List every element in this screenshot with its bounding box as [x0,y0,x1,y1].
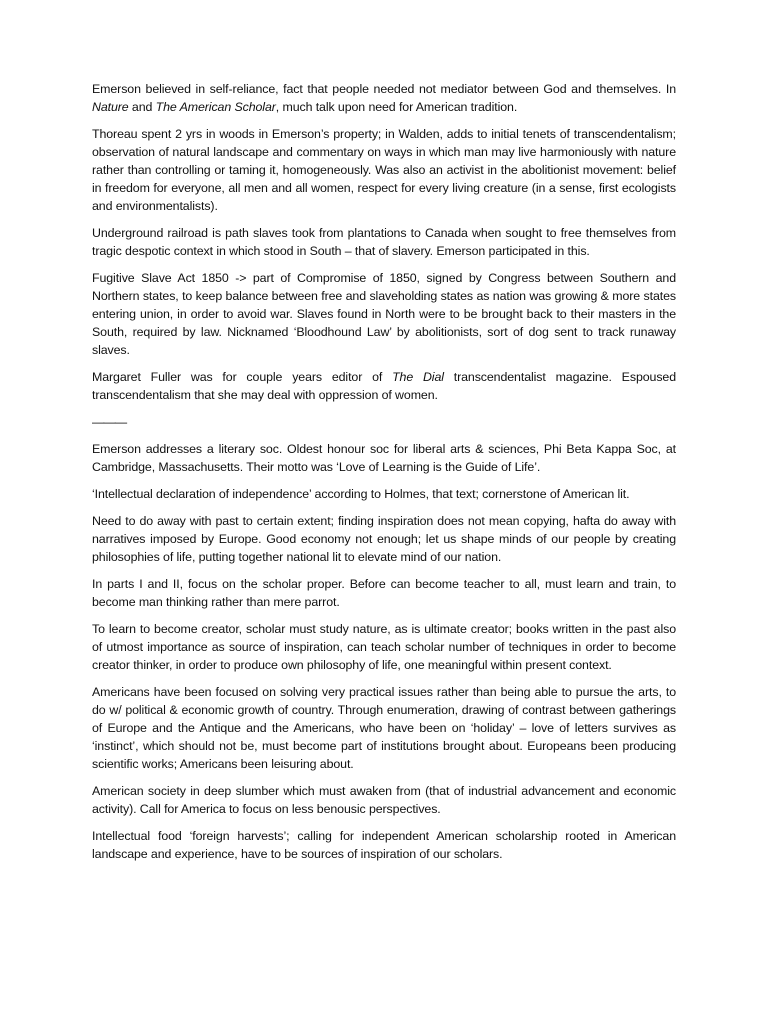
paragraph [92,269,676,359]
paragraph-text: ‘Intellectual declaration of independence’ according to Holmes, that text; cornerstone of American lit. [92,487,630,501]
paragraph-text: Intellectual food ‘foreign harvests’; calling for independent American scholarship rooted in American landscape and experience, have to be sources of inspiration of our scholars. [92,829,676,861]
paragraph [92,80,676,116]
paragraph-text: transcendentalist magazine. Espoused transcendentalism that she may deal with oppression of women. [92,370,676,402]
document-page [92,80,676,872]
paragraph [92,620,676,674]
paragraph [92,575,676,611]
paragraph [92,485,676,503]
paragraph-text: Emerson believed in self-reliance, fact that people needed not mediator between God and themselves. In [92,82,676,96]
paragraph [92,683,676,773]
paragraph-text: Thoreau spent 2 yrs in woods in Emerson’s property; in Walden, adds to initial tenets of transcendentalism; observation of natural landscape and commentary on ways in which man may live harmoniously with nature rather than controlling or taming it, homogeneously. Was also an activist in the abolitionist movement: belief in freedom for everyone, all men and all women, respect for every living creature (in a sense, first ecologists and environmentalists). [92,127,676,213]
paragraph [92,440,676,476]
paragraph-text: , much talk upon need for American tradition. [275,100,518,114]
paragraph [92,368,676,404]
paragraph-text: American society in deep slumber which must awaken from (that of industrial advancement and economic activity). Call for America to focus on less benousic perspectives. [92,784,676,816]
paragraph-text: Margaret Fuller was for couple years editor of [92,370,393,384]
paragraph-text: Need to do away with past to certain extent; finding inspiration does not mean copying, hafta do away with narratives imposed by Europe. Good economy not enough; let us shape minds of our people by creating philosophies of life, putting together national lit to elevate mind of our nation. [92,514,676,564]
paragraph-text: Fugitive Slave Act 1850 -> part of Compromise of 1850, signed by Congress between Southern and Northern states, to keep balance between free and slaveholding states as nation was growing & more states entering union, in order to avoid war. Slaves found in North were to be brought back to their masters in the South, required by law. Nicknamed ‘Bloodhound Law’ by abolitionists, sort of dog sent to track runaway slaves. [92,271,676,357]
paragraph [92,125,676,215]
paragraph-text: Underground railroad is path slaves took from plantations to Canada when sought to free themselves from tragic despotic context in which stood in South – that of slavery. Emerson participated in this. [92,226,676,258]
section-separator: ——— [92,415,127,429]
italic-title-text: The Dial [392,370,444,384]
paragraph-text: In parts I and II, focus on the scholar proper. Before can become teacher to all, must learn and train, to become man thinking rather than mere parrot. [92,577,676,609]
notes-section-two [92,440,676,863]
paragraph [92,782,676,818]
notes-section-one [92,80,676,404]
paragraph-text: Emerson addresses a literary soc. Oldest honour soc for liberal arts & sciences, Phi Beta Kappa Soc, at Cambridge, Massachusetts. Their motto was ‘Love of Learning is the Guide of Life’. [92,442,676,474]
paragraph-text: To learn to become creator, scholar must study nature, as is ultimate creator; books written in the past also of utmost importance as source of inspiration, can teach scholar number of techniques in order to become creator thinker, in order to produce own philosophy of life, one meaningful within present context. [92,622,676,672]
paragraph-text: and [128,100,156,114]
italic-title-text: Nature [92,100,129,114]
paragraph-text: Americans have been focused on solving very practical issues rather than being able to pursue the arts, to do w/ political & economic growth of country. Through enumeration, drawing of contrast between gatherings of Europe and the Antique and the Americans, who have been on ‘holiday’ – love of letters survives as ‘instinct’, which should not be, must become part of institutions brought about. Europeans been producing scientific works; Americans been leisuring about. [92,685,676,771]
paragraph [92,827,676,863]
paragraph [92,512,676,566]
paragraph [92,224,676,260]
italic-title-text: The American Scholar [155,100,276,114]
